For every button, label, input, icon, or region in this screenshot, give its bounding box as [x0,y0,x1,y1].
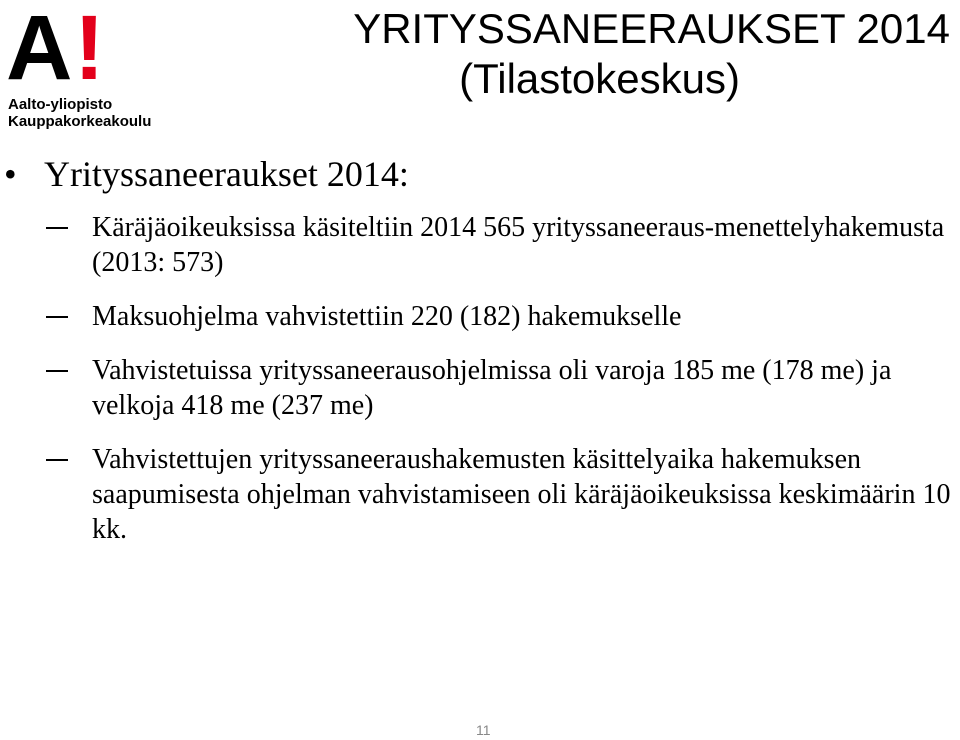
logo-line-2: Kauppakorkeakoulu [8,113,152,130]
sub-bullet-list [46,210,956,566]
sub-bullet-item [46,210,956,280]
sub-bullet-text: Vahvistettujen yrityssaneeraushakemusten käsittelyaika hakemuksen saapumisesta ohjelman vahvistamiseen oli käräjäoikeuksissa keskimäärin 10 kk. [92,444,951,545]
sub-bullet-text: Maksuohjelma vahvistettiin 220 (182) hakemukselle [92,301,682,332]
logo-letter: A [6,0,73,99]
sub-bullet-item [46,299,956,334]
sub-bullet-item [46,353,956,423]
aalto-logo [4,0,174,130]
dash-icon [46,370,68,372]
logo-line-1: Aalto-yliopisto [8,96,113,113]
dash-icon [46,459,68,461]
sub-bullet-item [46,442,956,547]
logo-exclamation: ! [74,0,105,99]
title-line-1: YRITYSSANEERAUKSET 2014 [353,5,950,52]
page-number: 11 [476,722,491,738]
sub-bullet-text: Vahvistetuissa yrityssaneerausohjelmissa oli varoja 185 me (178 me) ja velkoja 418 me (237 me) [92,355,892,421]
dash-icon [46,316,68,318]
logo-text [8,96,151,130]
slide-title [200,4,950,104]
title-line-2: (Tilastokeskus) [459,55,740,102]
main-bullet-text: Yrityssaneeraukset 2014: [44,154,409,194]
bullet-dot-icon: • [4,154,17,194]
main-bullet [4,152,409,196]
dash-icon [46,227,68,229]
sub-bullet-text: Käräjäoikeuksissa käsiteltiin 2014 565 yrityssaneeraus-menettelyhakemusta (2013: 573) [92,212,945,278]
